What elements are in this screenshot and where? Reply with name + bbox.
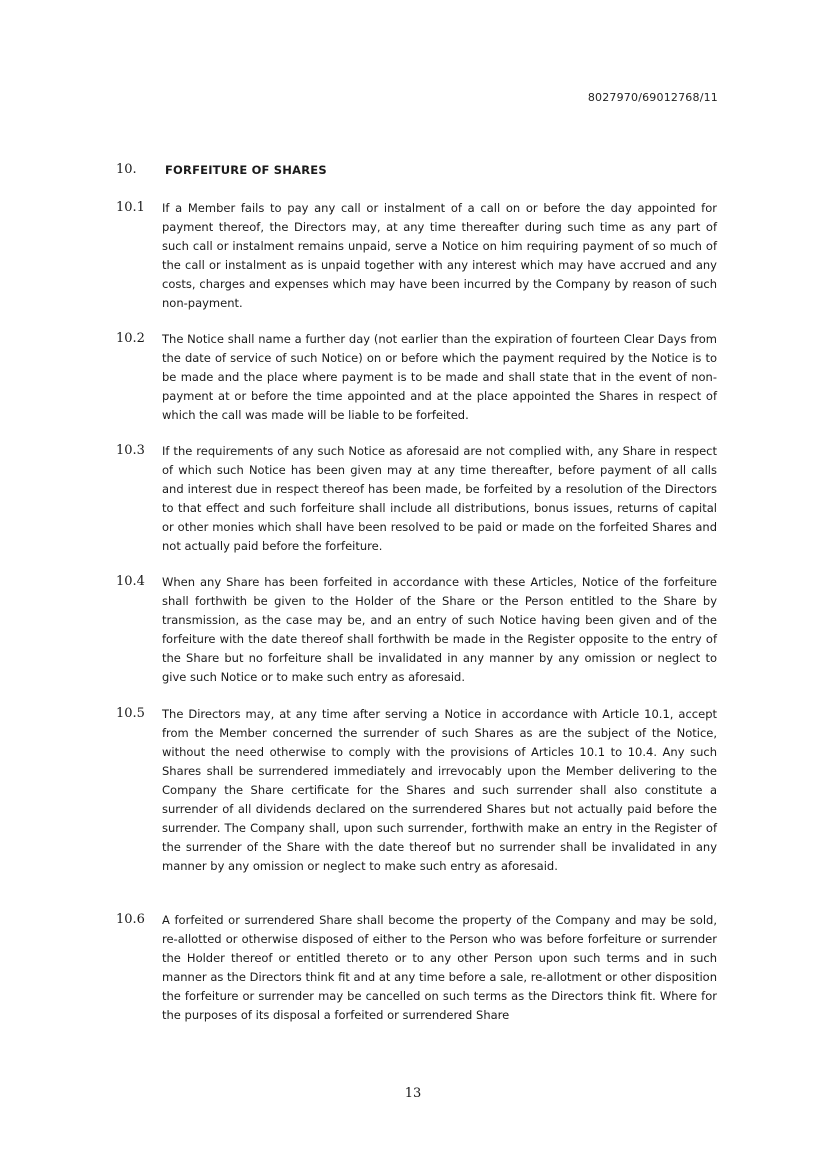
document-reference: 8027970/69012768/11 — [587, 91, 718, 104]
section-number: 10. — [116, 162, 137, 177]
clause-number: 10.2 — [116, 331, 145, 346]
clause-text: A forfeited or surrendered Share shall become the property of the Company and may be sold, re-allotted or otherwise disposed of either to the Person who was before forfeiture or surrender the Holder thereof or entitled thereto or to any other Person upon such terms and in such manner as the Directors think fit and at any time before a sale, re-allotment or other disposition the forfeiture or surrender may be cancelled on such terms as the Directors think fit. Where for the purposes of its disposal a forfeited or surrendered Share — [162, 913, 717, 1022]
clause-number: 10.3 — [116, 443, 145, 458]
page-number: 13 — [404, 1086, 422, 1101]
clause-text: The Notice shall name a further day (not earlier than the expiration of fourteen Clear Days from the date of service of such Notice) on or before which the payment required by the Notice is to be made and the place where payment is to be made and shall state that in the event of non-payment at or before the time appointed and at the place appointed the Shares in respect of which the call was made will be liable to be forfeited. — [162, 332, 717, 422]
clause-number: 10.1 — [116, 200, 145, 215]
clause-number: 10.5 — [116, 706, 145, 721]
clause-text: If a Member fails to pay any call or instalment of a call on or before the day appointed for payment thereof, the Directors may, at any time thereafter during such time as any part of such call or instalment remains unpaid, serve a Notice on him requiring payment of so much of the call or instalment as is unpaid together with any interest which may have accrued and any costs, charges and expenses which may have been incurred by the Company by reason of such non-payment. — [162, 201, 717, 310]
section-title: FORFEITURE OF SHARES — [165, 163, 327, 177]
clause-text: The Directors may, at any time after serving a Notice in accordance with Article 10.1, accept from the Member concerned the surrender of such Shares as are the subject of the Notice, without the need otherwise to comply with the provisions of Articles 10.1 to 10.4. Any such Shares shall be surrendered immediately and irrevocably upon the Member delivering to the Company the Share certificate for the Shares and such surrender shall also constitute a surrender of all dividends declared on the surrendered Shares but not actually paid before the surrender. The Company shall, upon such surrender, forthwith make an entry in the Register of the surrender of the Share with the date thereof but no surrender shall be invalidated in any manner by any omission or neglect to make such entry as aforesaid. — [162, 707, 717, 873]
clause-number: 10.4 — [116, 574, 145, 589]
clause-number: 10.6 — [116, 912, 145, 927]
clause-text: If the requirements of any such Notice as aforesaid are not complied with, any Share in respect of which such Notice has been given may at any time thereafter, before payment of all calls and interest due in respect thereof has been made, be forfeited by a resolution of the Directors to that effect and such forfeiture shall include all distributions, bonus issues, returns of capital or other monies which shall have been resolved to be paid or made on the forfeited Shares and not actually paid before the forfeiture. — [162, 444, 717, 553]
clause-text: When any Share has been forfeited in accordance with these Articles, Notice of the forfeiture shall forthwith be given to the Holder of the Share or the Person entitled to the Share by transmission, as the case may be, and an entry of such Notice having been given and of the forfeiture with the date thereof shall forthwith be made in the Register opposite to the entry of the Share but no forfeiture shall be invalidated in any manner by any omission or neglect to give such Notice or to make such entry as aforesaid. — [162, 575, 717, 684]
